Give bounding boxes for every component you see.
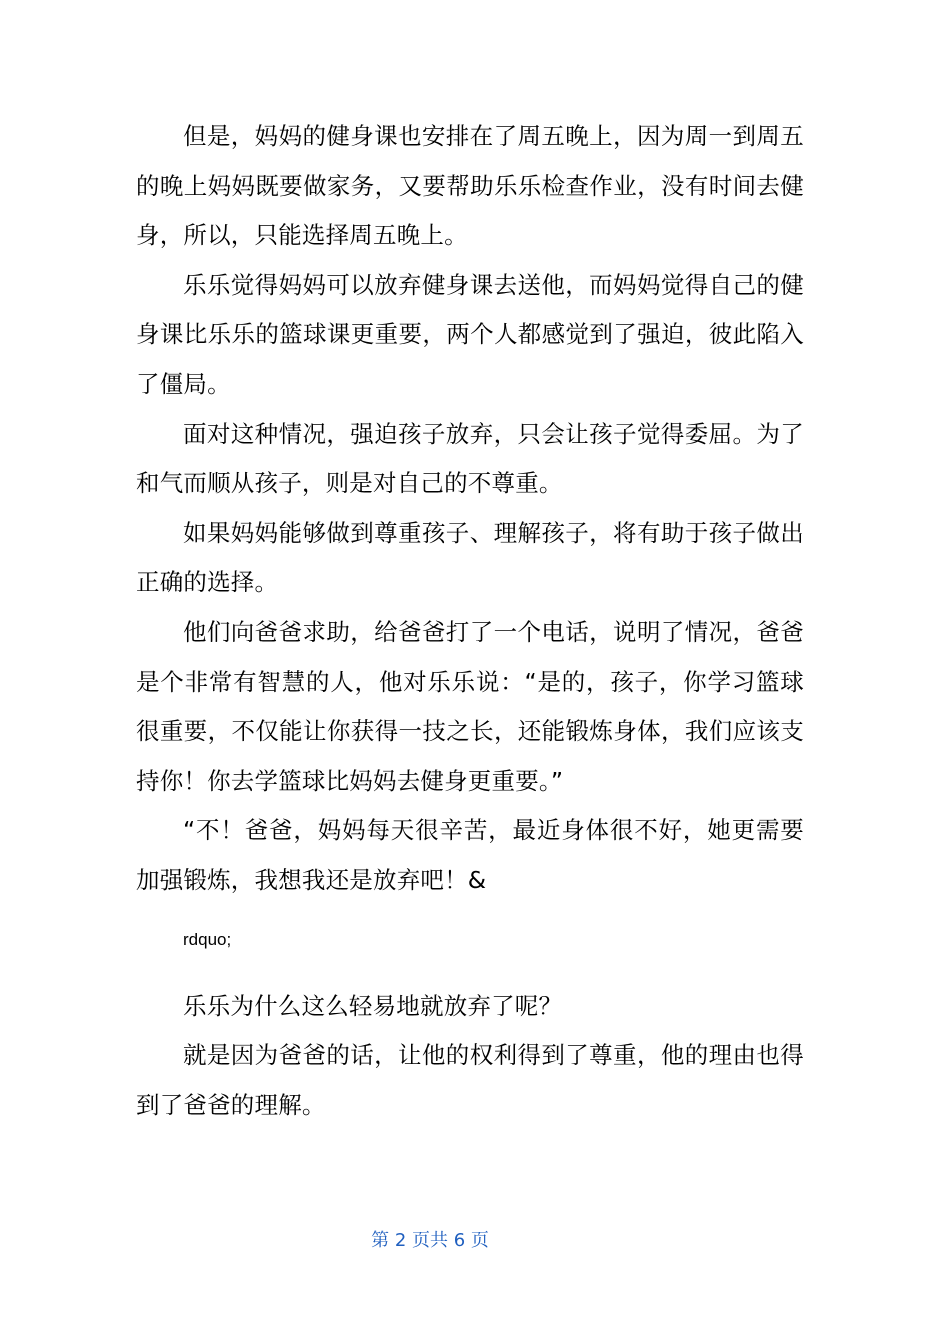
html-entity-fragment: rdquo; [183, 929, 232, 949]
paragraph-6: “不！爸爸，妈妈每天很辛苦，最近身体很不好，她更需要加强锻炼，我想我还是放弃吧！& [136, 816, 804, 894]
document-body [136, 112, 804, 1130]
page-number: 第 2 页共 6 页 [371, 1230, 489, 1251]
paragraph-3: 面对这种情况，强迫孩子放弃，只会让孩子觉得委屈。为了和气而顺从孩子，则是对自己的不尊重。 [136, 419, 804, 498]
paragraph-5: 他们向爸爸求助，给爸爸打了一个电话，说明了情况，爸爸是个非常有智慧的人，他对乐乐说：“是的，孩子，你学习篮球很重要，不仅能让你获得一技之长，还能锻炼身体，我们应该支持你！你去学篮球比妈妈去健身更重要。” [136, 617, 804, 795]
paragraph-4: 如果妈妈能够做到尊重孩子、理解孩子，将有助于孩子做出正确的选择。 [136, 518, 804, 597]
paragraph-2: 乐乐觉得妈妈可以放弃健身课去送他，而妈妈觉得自己的健身课比乐乐的篮球课更重要，两个人都感觉到了强迫，彼此陷入了僵局。 [136, 270, 804, 398]
paragraph-7: 乐乐为什么这么轻易地就放弃了呢？ [183, 991, 563, 1020]
paragraph-1: 但是，妈妈的健身课也安排在了周五晚上，因为周一到周五的晚上妈妈既要做家务，又要帮助乐乐检查作业，没有时间去健身，所以，只能选择周五晚上。 [136, 122, 804, 250]
paragraph-8: 就是因为爸爸的话，让他的权利得到了尊重，他的理由也得到了爸爸的理解。 [136, 1041, 804, 1119]
